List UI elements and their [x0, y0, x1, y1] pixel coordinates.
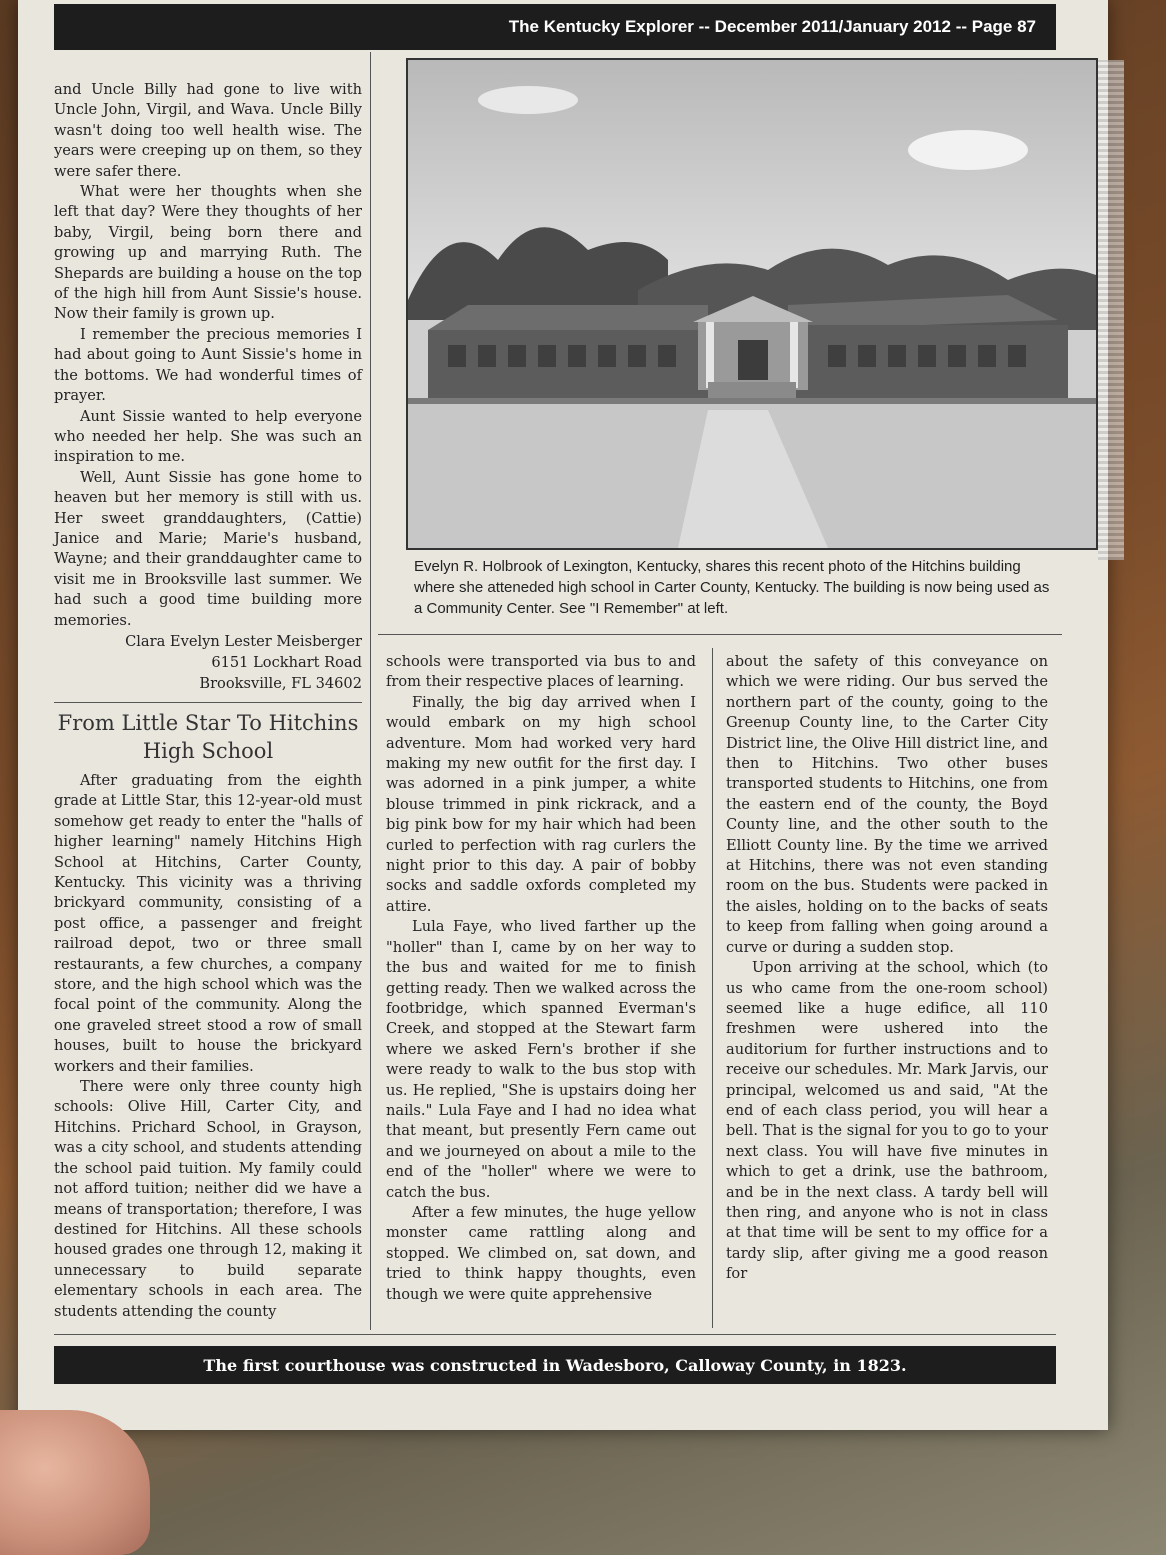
middle-column	[386, 652, 696, 1305]
paragraph: Aunt Sissie wanted to help everyone who needed her help. She was such an inspiration to me.	[54, 407, 362, 466]
paragraph: schools were transported via bus to and from their respective places of learning.	[386, 653, 696, 691]
thumb	[0, 1410, 150, 1555]
magazine-page	[18, 0, 1108, 1430]
school-building-image	[408, 60, 1096, 548]
paragraph: about the safety of this conveyance on which we were riding. Our bus served the northern part of the county, going to the Greenup County line, to the Carter City District line, the Olive Hill district line, and then to Hitchins. Two other buses transported students to Hitchins, one from the eastern end of the county, the Boyd County line, and the other south to the Elliott County line. By the time we arrived at Hitchins, there was not even standing room on the bus. Students were packed in the aisles, holding on to the backs of seats to keep from falling when going around a curve or during a sudden stop.	[726, 653, 1048, 956]
paragraph: Well, Aunt Sissie has gone home to heaven but her memory is still with us. Her sweet granddaughters, (Cattie) Janice and Marie; Marie's husband, Wayne; and their granddaughter came to visit me in Brooksville last summer. We had such a good time building more memories.	[54, 468, 362, 629]
page-edge-texture	[1098, 60, 1124, 560]
right-column	[726, 652, 1048, 1285]
section-rule	[54, 702, 362, 703]
paragraph: After a few minutes, the huge yellow monster came rattling along and stopped. We climbed on, sat down, and tried to think happy thoughts, even though we were quite apprehensive	[386, 1203, 696, 1303]
paragraph: What were her thoughts when she left that day? Were they thoughts of her baby, Virgil, being born there and growing up and marrying Ruth. The Shepards are building a house on the top of the high hill from Aunt Sissie's house. Now their family is grown up.	[54, 183, 362, 323]
photo-caption: Evelyn R. Holbrook of Lexington, Kentucky, shares this recent photo of the Hitchins building where she atteneded high school in Carter County, Kentucky. The building is now being used as a Community Center. See "I Remember" at left.	[414, 558, 1050, 617]
footer-text: The first courthouse was constructed in Wadesboro, Calloway County, in 1823.	[203, 1355, 907, 1375]
signature-street: 6151 Lockhart Road	[211, 653, 362, 671]
school-photo	[406, 58, 1098, 550]
paragraph: Finally, the big day arrived when I would embark on my high school adventure. Mom had worked very hard making my new outfit for the first day. I was adorned in a pink jumper, a white blouse trimmed in pink rickrack, and a big pink bow for my hair which had been curled to perfection with rag curlers the night prior to this day. A pair of bobby socks and saddle oxfords completed my attire.	[386, 693, 696, 915]
header-text: The Kentucky Explorer -- December 2011/January 2012 -- Page 87	[508, 17, 1036, 36]
signature-block	[54, 631, 362, 694]
paragraph: Upon arriving at the school, which (to us who came from the one-room school) seemed like a huge edifice, all 110 freshmen were ushered into the auditorium for further instructions and to receive our schedules. Mr. Mark Jarvis, our principal, welcomed us and said, "At the end of each class period, you will hear a bell. That is the signal for you to go to your next class. You will have five minutes in which to get a drink, use the bathroom, and be in the next class. A tardy bell will then ring, and anyone who is not in class at that time will be sent to my office for a tardy slip, after giving me a good reason for	[726, 959, 1048, 1283]
paragraph: I remember the precious memories I had about going to Aunt Sissie's home in the bottoms. We had wonderful times of prayer.	[54, 325, 362, 405]
column-divider	[712, 648, 713, 1328]
paragraph: Lula Faye, who lived farther up the "holler" than I, came by on her way to the bus and waited for me to finish getting ready. Then we walked across the footbridge, which spanned Everman's Creek, and stopped at the Stewart farm where we asked Fern's brother if she were ready to walk to the bus stop with us. He replied, "She is upstairs doing her nails." Lula Faye and I had no idea what that meant, but presently Fern came out and we journeyed on about a mile to the end of the "holler" where we were to catch the bus.	[386, 918, 696, 1201]
left-column	[54, 80, 362, 1322]
signature-name: Clara Evelyn Lester Meisberger	[125, 632, 362, 650]
caption-rule	[378, 634, 1062, 635]
footer-rule	[54, 1334, 1056, 1335]
paragraph: and Uncle Billy had gone to live with Uncle John, Virgil, and Wava. Uncle Billy wasn't doing too well health wise. The years were creeping up on them, so they were safer there.	[54, 81, 362, 180]
paragraph: After graduating from the eighth grade at Little Star, this 12-year-old must somehow get ready to enter the "halls of higher learning" namely Hitchins High School at Hitchins, Carter County, Kentucky. This vicinity was a thriving brickyard community, consisting of a post office, a passenger and freight railroad depot, two or three small restaurants, a few churches, a company store, and the high school which was the focal point of the community. Along the one graveled street stood a row of small houses, built to house the brickyard workers and their families.	[54, 771, 362, 1075]
column-divider	[370, 52, 371, 1330]
paragraph: There were only three county high schools: Olive Hill, Carter City, and Hitchins. Prichard School, in Grayson, was a city school, and students attending the school paid tuition. My family could not afford tuition; neither did we have a means of transportation; therefore, I was destined for Hitchins. All these schools housed grades one through 12, making it unnecessary to build separate elementary schools in each area. The students attending the county	[54, 1078, 362, 1320]
article-title: From Little Star To Hitchins High School	[57, 710, 359, 763]
page-footer	[54, 1346, 1056, 1384]
page-header	[54, 4, 1056, 50]
signature-city: Brooksville, FL 34602	[199, 674, 362, 692]
